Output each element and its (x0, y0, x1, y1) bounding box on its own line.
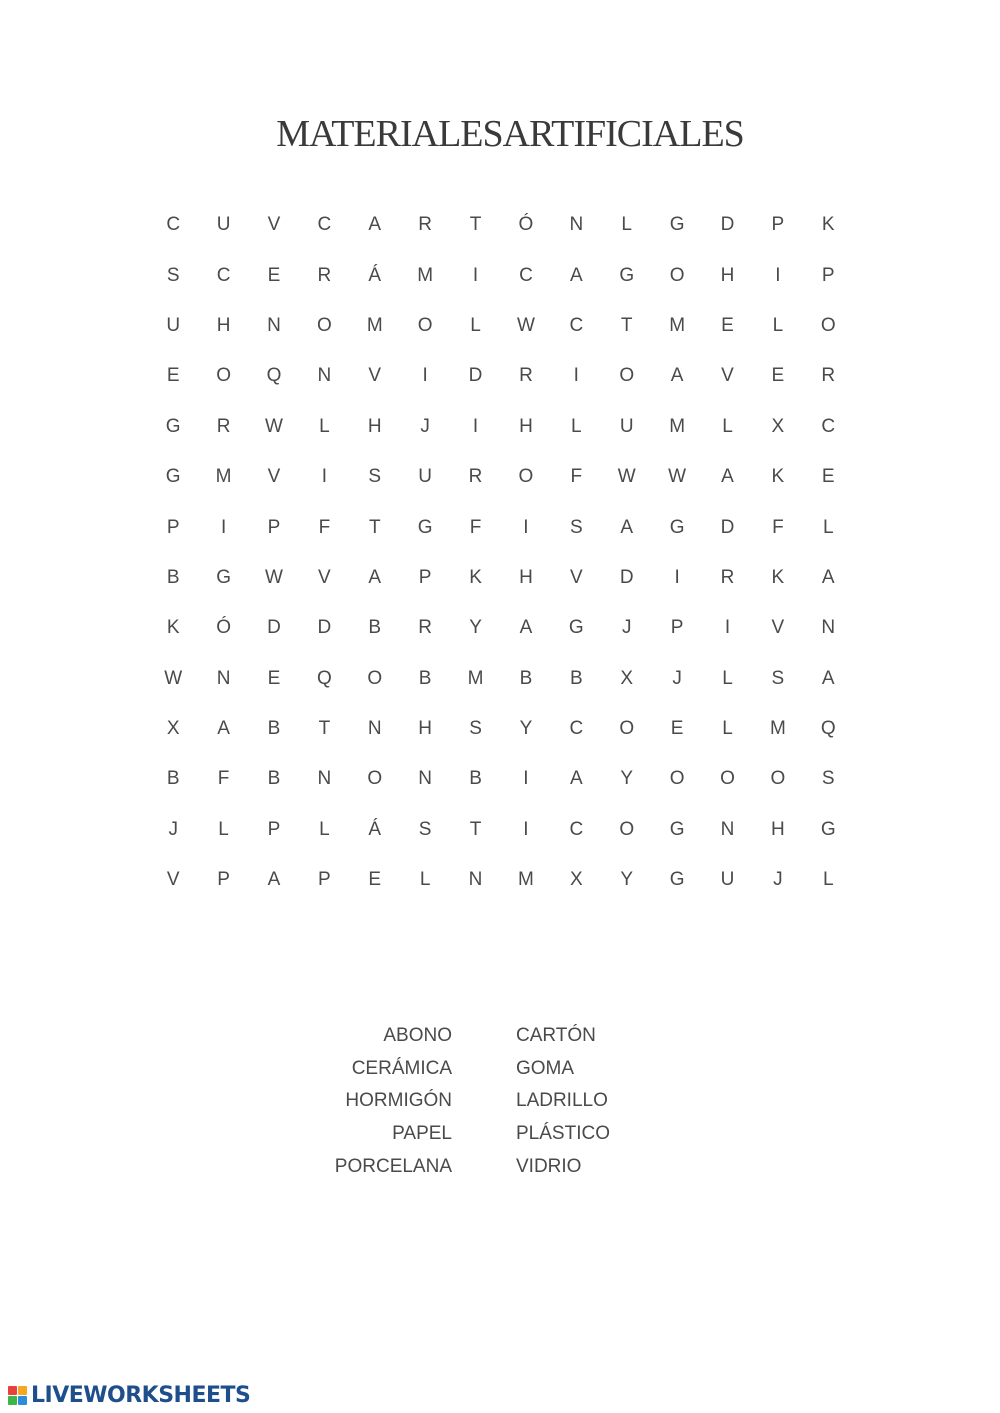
grid-letter: G (669, 869, 685, 891)
grid-letter: I (523, 516, 529, 538)
grid-letter: T (318, 718, 331, 740)
grid-row (148, 351, 854, 401)
logo-square-4 (18, 1396, 27, 1405)
grid-letter: E (670, 718, 684, 740)
grid-row (148, 654, 854, 704)
grid-letter: E (267, 264, 281, 286)
grid-letter: U (418, 466, 433, 488)
grid-row (148, 402, 854, 452)
grid-letter: P (821, 264, 835, 286)
grid-letter: P (318, 869, 331, 891)
word-list-left-column (335, 1022, 452, 1185)
grid-letter: T (469, 818, 482, 840)
grid-letter: A (821, 566, 835, 588)
grid-letter: S (418, 818, 432, 840)
grid-letter: V (368, 365, 382, 387)
grid-letter: I (523, 818, 529, 840)
grid-letter: M (769, 718, 786, 740)
word-list-right-column (516, 1022, 610, 1185)
word-list-item: PORCELANA (334, 1155, 452, 1177)
grid-letter: Y (469, 617, 482, 639)
grid-letter: R (821, 365, 836, 387)
grid-letter: O (820, 314, 836, 336)
grid-letter: K (166, 617, 180, 639)
grid-letter: B (519, 667, 533, 689)
grid-letter: W (668, 466, 687, 488)
grid-letter: H (771, 818, 785, 840)
grid-letter: A (368, 566, 382, 588)
grid-letter: X (166, 718, 180, 740)
grid-letter: H (720, 264, 735, 286)
grid-row (148, 301, 854, 351)
word-list-item: CERÁMICA (351, 1057, 452, 1079)
grid-letter: A (368, 214, 382, 236)
grid-letter: Ó (518, 214, 534, 236)
grid-letter: S (771, 667, 785, 689)
grid-letter: B (418, 667, 432, 689)
grid-letter: G (165, 466, 181, 488)
page-title: MATERIALESARTIFICIALES (276, 113, 744, 155)
grid-letter: I (220, 516, 227, 538)
grid-letter: A (569, 264, 583, 286)
grid-letter: A (217, 718, 230, 740)
word-list-item: PAPEL (392, 1123, 452, 1145)
grid-letter: H (519, 415, 533, 437)
grid-letter: H (418, 718, 433, 740)
grid-letter: E (368, 869, 382, 891)
grid-letter: G (417, 516, 433, 538)
grid-letter: P (670, 617, 684, 639)
grid-letter: A (519, 617, 533, 639)
grid-letter: N (569, 214, 584, 236)
grid-letter: P (166, 516, 180, 538)
grid-letter: J (420, 415, 430, 437)
grid-letter: R (720, 566, 735, 588)
grid-letter: G (165, 415, 181, 437)
grid-letter: Y (620, 768, 634, 790)
grid-letter: C (317, 214, 332, 236)
grid-letter: U (619, 415, 634, 437)
grid-letter: L (218, 818, 229, 840)
grid-letter: H (367, 415, 382, 437)
grid-letter: R (216, 415, 231, 437)
grid-letter: O (669, 768, 685, 790)
grid-letter: G (568, 617, 584, 639)
grid-letter: K (771, 466, 785, 488)
grid-letter: Q (316, 667, 332, 689)
grid-letter: D (720, 214, 735, 236)
grid-letter: T (620, 314, 633, 336)
grid-letter: U (166, 314, 181, 336)
grid-letter: P (771, 214, 785, 236)
grid-letter: X (771, 415, 785, 437)
word-list (0, 1022, 1000, 1192)
grid-row (148, 855, 854, 905)
grid-letter: C (519, 264, 533, 286)
grid-letter: K (821, 214, 835, 236)
grid-letter: O (720, 768, 735, 790)
grid-letter: F (318, 516, 331, 538)
grid-letter: L (722, 415, 733, 437)
grid-letter: Q (820, 718, 836, 740)
word-list-item: ABONO (383, 1025, 452, 1046)
grid-letter: L (722, 667, 733, 689)
logo-square-1 (8, 1386, 17, 1395)
grid-letter: N (720, 818, 735, 840)
word-list-item: HORMIGÓN (345, 1090, 452, 1112)
grid-letter: C (569, 718, 584, 740)
grid-letter: L (470, 314, 481, 336)
grid-letter: R (317, 264, 332, 286)
grid-letter: A (670, 365, 684, 387)
grid-letter: G (669, 516, 685, 538)
logo-square-2 (18, 1386, 27, 1395)
grid-letter: V (721, 365, 734, 387)
word-search-grid (148, 200, 854, 905)
grid-letter: R (418, 617, 433, 639)
footer-branding (8, 1380, 250, 1410)
grid-letter: T (469, 214, 482, 236)
grid-letter: A (821, 667, 835, 689)
grid-letter: U (216, 214, 231, 236)
grid-letter: B (368, 617, 382, 639)
grid-letter: R (468, 466, 483, 488)
grid-letter: O (619, 818, 635, 840)
grid-letter: W (164, 667, 183, 689)
grid-letter: K (469, 566, 482, 588)
grid-letter: B (469, 768, 482, 790)
grid-letter: B (166, 566, 180, 588)
grid-letter: G (669, 214, 685, 236)
grid-letter: V (166, 869, 180, 891)
grid-row (148, 250, 854, 300)
grid-letter: N (468, 869, 483, 891)
grid-row (148, 754, 854, 804)
grid-letter: O (619, 365, 635, 387)
grid-letter: S (368, 466, 382, 488)
grid-letter: G (669, 818, 685, 840)
grid-letter: X (569, 869, 583, 891)
grid-letter: C (569, 314, 584, 336)
grid-letter: V (267, 214, 281, 236)
grid-letter: S (166, 264, 180, 286)
grid-letter: L (722, 718, 733, 740)
grid-letter: Ó (216, 617, 231, 639)
grid-row (148, 502, 854, 552)
grid-letter: L (571, 415, 582, 437)
grid-letter: F (217, 768, 230, 790)
grid-letter: F (772, 516, 784, 538)
grid-letter: V (267, 466, 281, 488)
grid-row (148, 452, 854, 502)
grid-letter: A (569, 768, 583, 790)
grid-letter: O (367, 768, 383, 790)
grid-letter: F (570, 466, 583, 488)
grid-row (148, 603, 854, 653)
grid-letter: M (417, 264, 434, 286)
grid-letter: B (267, 768, 281, 790)
grid-letter: I (724, 617, 731, 639)
grid-letter: N (216, 667, 231, 689)
grid-letter: D (720, 516, 735, 538)
grid-letter: P (267, 818, 281, 840)
grid-letter: A (620, 516, 634, 538)
grid-letter: S (821, 768, 835, 790)
grid-letter: Á (368, 264, 382, 286)
grid-letter: S (569, 516, 583, 538)
grid-letter: S (469, 718, 482, 740)
grid-letter: B (267, 718, 281, 740)
liveworksheets-logo-icon (8, 1386, 27, 1405)
grid-letter: W (516, 314, 535, 336)
grid-row (148, 704, 854, 754)
grid-row (148, 200, 854, 250)
grid-letter: V (569, 566, 583, 588)
grid-letter: T (368, 516, 381, 538)
grid-letter: E (166, 365, 180, 387)
grid-letter: H (216, 314, 231, 336)
grid-letter: W (265, 566, 283, 588)
grid-letter: U (720, 869, 735, 891)
grid-row (148, 553, 854, 603)
grid-letter: J (773, 869, 783, 891)
grid-letter: D (267, 617, 281, 639)
grid-letter: L (822, 516, 834, 538)
grid-letter: O (216, 365, 231, 387)
grid-letter: R (519, 365, 533, 387)
grid-letter: C (216, 264, 231, 286)
word-list-item: PLÁSTICO (516, 1123, 610, 1145)
grid-letter: B (166, 768, 180, 790)
grid-letter: P (217, 869, 230, 891)
grid-letter: E (771, 365, 785, 387)
grid-letter: G (619, 264, 635, 286)
word-list-item: VIDRIO (516, 1155, 582, 1177)
grid-letter: C (166, 214, 181, 236)
word-list-item: CARTÓN (516, 1025, 596, 1046)
grid-letter: J (168, 818, 178, 840)
grid-letter: N (267, 314, 281, 336)
grid-letter: E (267, 667, 281, 689)
grid-letter: L (822, 869, 834, 891)
grid-letter: L (621, 214, 632, 236)
grid-letter: D (619, 566, 634, 588)
grid-letter: J (621, 617, 632, 639)
grid-letter: Á (368, 818, 382, 840)
grid-letter: O (518, 466, 534, 488)
grid-letter: I (321, 466, 327, 488)
grid-letter: D (468, 365, 483, 387)
grid-letter: Y (620, 869, 634, 891)
grid-row (148, 805, 854, 855)
grid-letter: L (319, 818, 330, 840)
grid-letter: D (317, 617, 332, 639)
grid-letter: M (518, 869, 534, 891)
grid-letter: N (367, 718, 382, 740)
grid-letter: B (569, 667, 583, 689)
grid-letter: I (422, 365, 428, 387)
grid-letter: M (669, 415, 686, 437)
grid-letter: C (821, 415, 836, 437)
grid-letter: O (417, 314, 433, 336)
grid-letter: N (317, 768, 332, 790)
grid-letter: Y (519, 718, 533, 740)
grid-letter: E (821, 466, 835, 488)
grid-letter: O (367, 667, 383, 689)
logo-square-3 (8, 1396, 17, 1405)
grid-letter: N (418, 768, 433, 790)
grid-letter: P (267, 516, 281, 538)
grid-letter: Q (266, 365, 282, 387)
grid-letter: L (772, 314, 784, 336)
grid-letter: I (523, 768, 529, 790)
grid-letter: I (674, 566, 680, 588)
word-list-item: GOMA (516, 1057, 575, 1079)
grid-letter: M (467, 667, 484, 689)
grid-letter: I (472, 264, 479, 286)
grid-letter: W (617, 466, 636, 488)
grid-letter: E (721, 314, 734, 336)
grid-letter: M (215, 466, 232, 488)
grid-letter: I (573, 365, 579, 387)
grid-letter: M (366, 314, 383, 336)
grid-letter: J (672, 667, 682, 689)
grid-letter: W (265, 415, 283, 437)
grid-letter: A (267, 869, 281, 891)
grid-letter: V (318, 566, 331, 588)
word-list-item: LADRILLO (516, 1090, 608, 1112)
grid-letter: N (821, 617, 836, 639)
grid-letter: C (569, 818, 584, 840)
grid-letter: K (771, 566, 785, 588)
grid-letter: N (317, 365, 332, 387)
grid-letter: I (775, 264, 781, 286)
grid-letter: H (519, 566, 533, 588)
grid-letter: I (472, 415, 479, 437)
grid-letter: L (319, 415, 330, 437)
grid-letter: X (620, 667, 634, 689)
grid-letter: M (669, 314, 686, 336)
grid-letter: P (418, 566, 432, 588)
grid-letter: G (216, 566, 231, 588)
grid-letter: O (619, 718, 635, 740)
grid-letter: O (316, 314, 332, 336)
grid-letter: V (771, 617, 785, 639)
grid-letter: G (820, 818, 836, 840)
brand-name: LIVEWORKSHEETS (31, 1382, 251, 1408)
grid-letter: L (419, 869, 431, 891)
grid-letter: A (721, 466, 734, 488)
grid-letter: O (669, 264, 685, 286)
grid-letter: F (469, 516, 482, 538)
grid-letter: R (418, 214, 433, 236)
grid-letter: O (770, 768, 786, 790)
